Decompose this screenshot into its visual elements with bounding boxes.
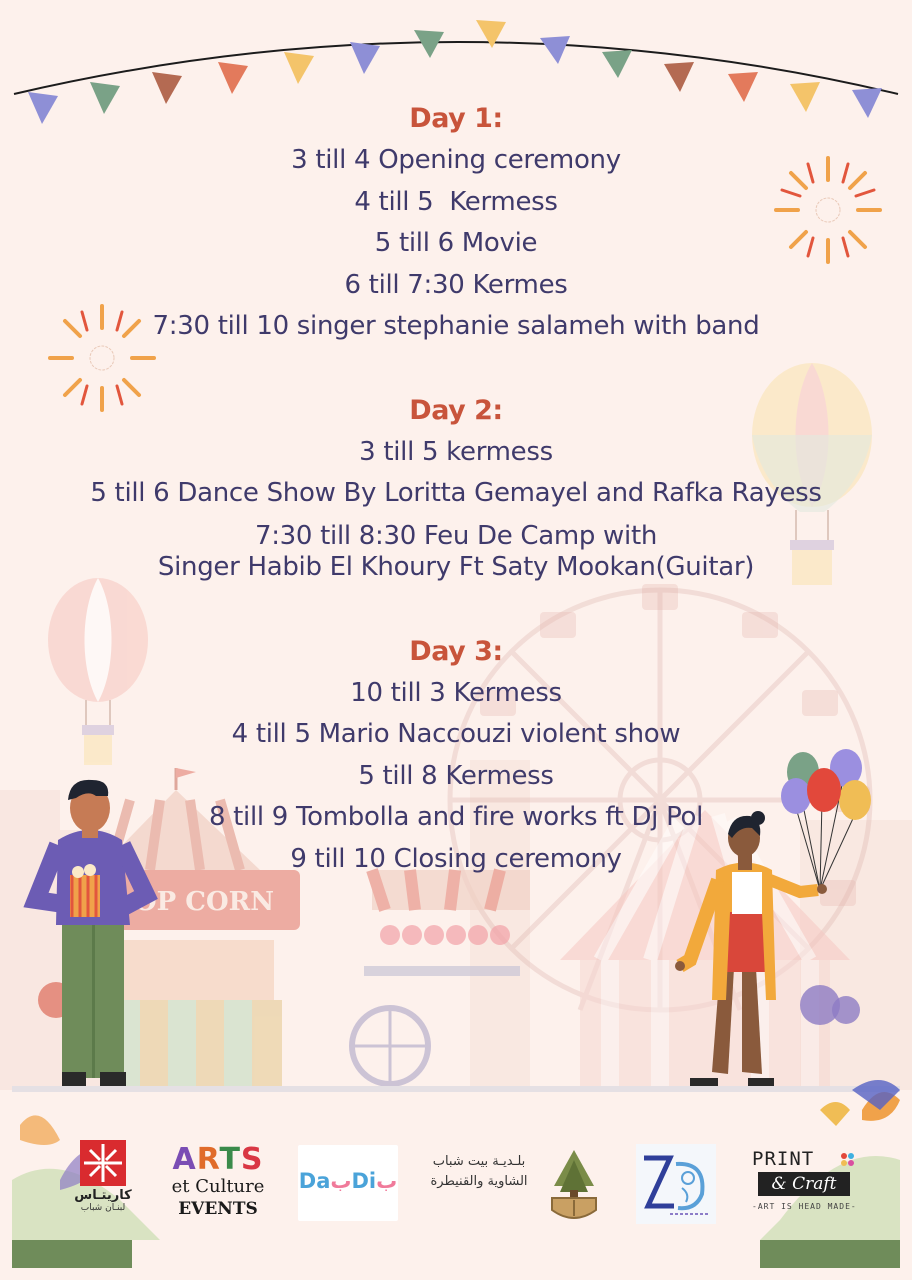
arts-letter: S: [240, 1142, 264, 1177]
cedar-emblem-icon: [546, 1146, 602, 1222]
arts-et-culture-logo: [162, 1144, 274, 1230]
daudiu-part: ب: [376, 1169, 398, 1193]
bunting-string: [14, 42, 898, 94]
day-2-item: 5 till 6 Dance Show By Loritta Gemayel and Rafka Rayess: [90, 478, 822, 508]
caritas-cross-icon: [80, 1140, 126, 1186]
day-3-item: 10 till 3 Kermess: [350, 677, 562, 708]
municipality-subtitle: الشاوية والقنيطرة: [430, 1174, 528, 1189]
popcorn-sign: OP CORN: [134, 887, 274, 917]
municipality-name: بلـديـة بيت شباب: [432, 1154, 526, 1169]
day-2-item: 7:30 till 8:30 Feu De Camp with: [254, 520, 658, 551]
arts-letter: T: [219, 1142, 241, 1177]
event-schedule: [0, 98, 912, 880]
daudiu-wordmark: [298, 1169, 398, 1193]
daudiu-part: ب: [330, 1169, 352, 1193]
day-2-title: Day 2:: [409, 394, 503, 426]
municipality-logo: [420, 1146, 610, 1226]
day-1-item: 3 till 4 Opening ceremony: [291, 145, 621, 175]
day-3-title: Day 3:: [409, 635, 503, 667]
arts-letter: R: [196, 1142, 220, 1177]
day-1-title: Day 1:: [409, 103, 503, 134]
caritas-name: كاريتـاس: [74, 1188, 132, 1203]
craft-wordmark: & Craft: [758, 1172, 850, 1196]
z-mother-child-icon: [636, 1144, 716, 1224]
color-dots-icon: [840, 1152, 856, 1168]
print-and-craft-logo: [752, 1148, 868, 1228]
arts-line-2: et Culture: [171, 1176, 265, 1197]
print-tagline: -ART IS HEAD MADE-: [752, 1202, 857, 1211]
day-1-item: 4 till 5 Kermess: [354, 186, 558, 217]
day-3-item: 4 till 5 Mario Naccouzi violent show: [231, 719, 681, 749]
arts-letter: A: [172, 1142, 197, 1177]
z-logo: [636, 1144, 716, 1224]
day-2-item: 3 till 5 kermess: [359, 436, 553, 467]
daudiu-logo: [298, 1145, 398, 1221]
caritas-logo: [58, 1140, 148, 1230]
day-1-item: 7:30 till 10 singer stephanie salameh with band: [152, 311, 760, 341]
daudiu-part: Da: [298, 1169, 331, 1193]
arts-wordmark: [162, 1144, 274, 1176]
ground: [12, 1086, 900, 1092]
day-1-item: 6 till 7:30 Kermes: [344, 269, 568, 300]
sponsor-logos: [0, 1130, 912, 1230]
day-1-item: 5 till 6 Movie: [374, 228, 538, 258]
print-wordmark: PRINT: [752, 1148, 815, 1170]
daudiu-part: Di: [351, 1169, 377, 1193]
arts-line-3: EVENTS: [178, 1199, 258, 1219]
day-3-item: 8 till 9 Tombolla and fire works ft Dj Pol: [208, 802, 704, 832]
day-2-item: Singer Habib El Khoury Ft Saty Mookan(Guitar): [157, 551, 755, 582]
caritas-subtitle: لبنـان شباب: [80, 1203, 126, 1213]
day-3-item: 9 till 10 Closing ceremony: [290, 843, 622, 874]
day-3-item: 5 till 8 Kermess: [358, 760, 554, 791]
